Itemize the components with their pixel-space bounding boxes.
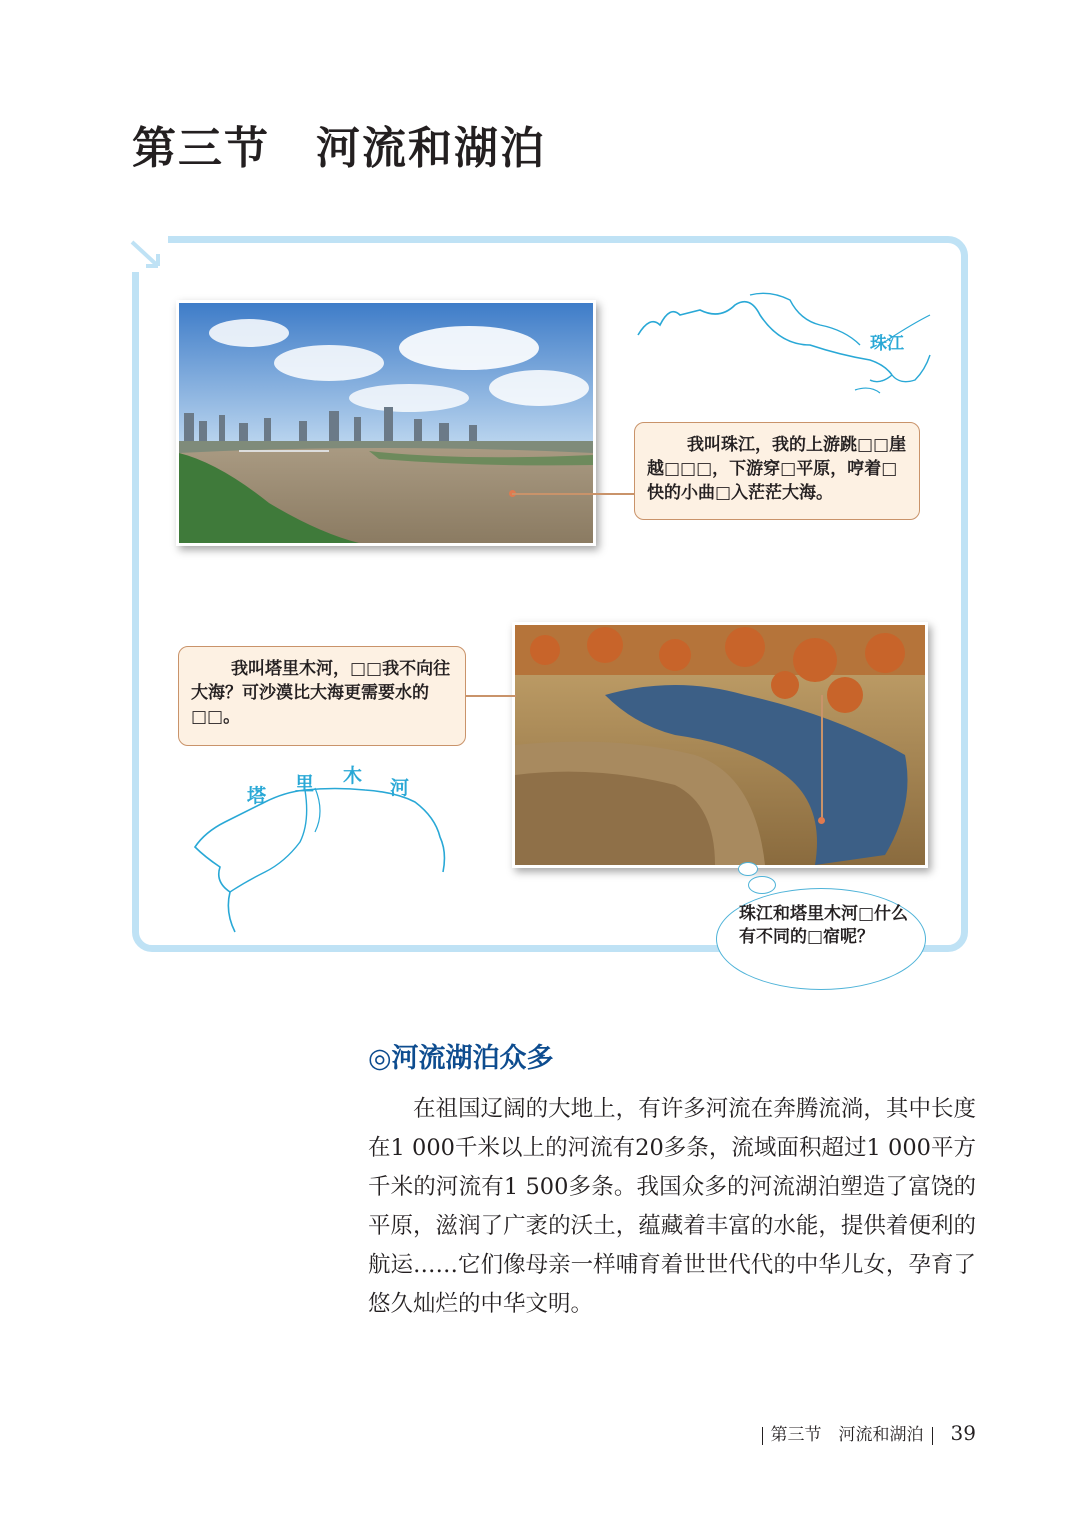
zhujiang-river-map (630, 285, 940, 400)
thought-puff-small (738, 862, 758, 876)
tarim-map-label-4: 河 (390, 777, 410, 799)
page-title: 第三节 河流和湖泊 (132, 123, 546, 174)
tarim-map-label-3: 木 (343, 765, 363, 787)
tarim-map-label-1: 塔 (247, 785, 267, 807)
footer-divider (932, 1427, 933, 1445)
thought-puff-medium (748, 876, 776, 894)
page-number: 39 (950, 1421, 976, 1445)
section-heading: ◎河流湖泊众多 (368, 1043, 554, 1074)
tarim-speech-bubble (178, 646, 466, 746)
tarim-river-map (185, 762, 460, 937)
thought-bubble-text: 珠江和塔里木河□什么有不同的□宿呢？ (739, 904, 909, 947)
zhujiang-map-label: 珠江 (870, 334, 904, 354)
frame-corner-mark (128, 232, 168, 272)
zhujiang-speech-bubble (634, 422, 920, 520)
body-paragraph-text: 在祖国辽阔的大地上，有许多河流在奔腾流淌，其中长度在1 000千米以上的河流有20多条，流域面积超过1 000平方千米的河流有1 500多条。我国众多的河流湖泊塑造了富饶的平原，滋润了广袤的沃土，蕴藏着丰富的水能，提供着便利的航运……它们像母亲一样哺育着世世代代的中华儿女，孕育了悠久灿烂的中华文明。 (368, 1096, 976, 1317)
page-footer (754, 1420, 976, 1445)
arrow-icon (128, 232, 168, 272)
zhujiang-leader-line (512, 493, 636, 495)
tarim-leader-line (466, 695, 516, 697)
zhujiang-photo (176, 300, 596, 546)
thought-bubble (716, 888, 926, 990)
footer-section: 第三节 河流和湖泊 (770, 1425, 924, 1445)
tarim-pointer-dot (818, 817, 825, 824)
zhujiang-bubble-text: 我叫珠江，我的上游跳□□崖越□□□，下游穿□平原，哼着□快的小曲□入茫茫大海。 (647, 435, 907, 503)
body-paragraph (368, 1090, 976, 1324)
tarim-photo (512, 622, 928, 868)
tarim-bubble-text: 我叫塔里木河，□□我不向往大海？可沙漠比大海更需要水的□□。 (191, 659, 451, 727)
footer-divider (762, 1427, 763, 1445)
tarim-leader-line-vertical (821, 695, 823, 819)
tarim-map-label-2: 里 (295, 773, 315, 795)
